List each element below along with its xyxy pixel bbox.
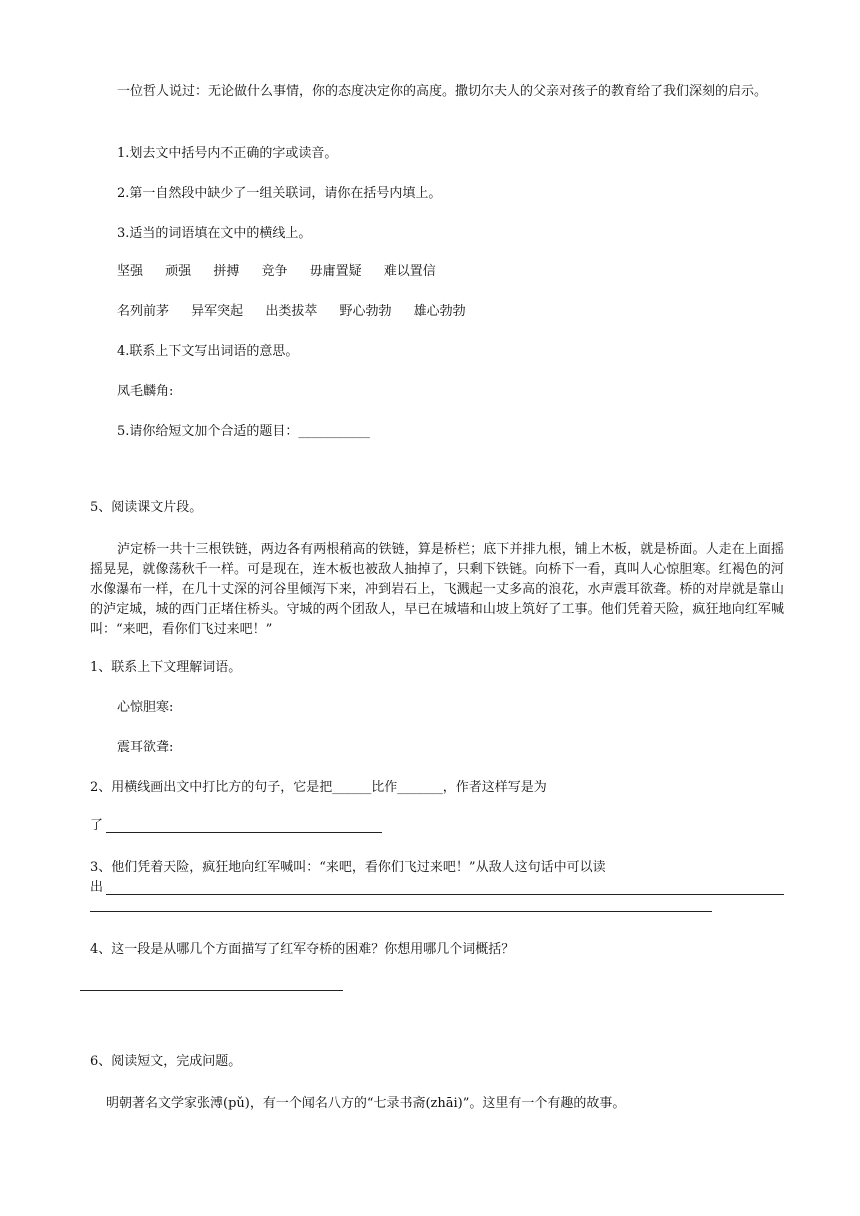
- section5-question-3: 3、他们凭着天险，疯狂地向红军喊叫：“来吧，看你们飞过来吧！”从敌人这句话中可以读: [90, 860, 606, 875]
- word-bank-word: 难以置信: [383, 264, 436, 279]
- section4-term: 凤毛麟角:: [117, 384, 174, 399]
- answer-line: [90, 911, 712, 912]
- section5-passage: 泸定桥一共十三根铁链，两边各有两根稍高的铁链，算是桥栏；底下并排九根，铺上木板，就是桥面。人走在上面摇摇晃晃，就像荡秋千一样。可是现在，连木板也被敌人抽掉了，只剩下铁链。向桥下一看，真叫人心惊胆寒。红褐色的河水像瀑布一样，在几十丈深的河谷里倾泻下来，冲到岩石上，飞溅起一丈多高的浪花，水声震耳欲聋。桥的对岸就是靠山的泸定城，城的西门正堵住桥头。守城的两个团敌人，早已在城墙和山坡上筑好了工事。他们凭着天险，疯狂地向红军喊叫：“来吧，看你们飞过来吧！”: [90, 542, 784, 637]
- answer-line: [106, 832, 382, 833]
- word-bank-word: 毋庸置疑: [309, 264, 362, 279]
- answer-line: [106, 894, 784, 895]
- section4-question-5: 5.请你给短文加个合适的题目：___________: [117, 424, 370, 439]
- word-bank-word: 坚强: [117, 264, 144, 279]
- section6-passage: 明朝著名文学家张溥(pǔ)，有一个闻名八方的“七录书斋(zhāi)”。这里有一个有趣的故事。: [106, 1096, 626, 1111]
- section5-question-1: 1、联系上下文理解词语。: [90, 660, 242, 675]
- word-bank-word: 出类拔萃: [265, 304, 318, 319]
- word-bank-word: 顽强: [165, 264, 192, 279]
- section5-question-4: 4、这一段是从哪几个方面描写了红军夺桥的困难？你想用哪几个词概括？: [90, 942, 515, 957]
- word-bank-word: 雄心勃勃: [413, 304, 466, 319]
- section4-question-1: 1.划去文中括号内不正确的字或读音。: [117, 146, 338, 161]
- section4-intro: 一位哲人说过：无论做什么事情，你的态度决定你的高度。撒切尔夫人的父亲对孩子的教育给了我们深刻的启示。: [117, 84, 768, 99]
- section5-question-2: 2、用横线画出文中打比方的句子，它是把______比作_______，作者这样写是为: [90, 780, 547, 795]
- section5-term-2: 震耳欲聋:: [117, 740, 174, 755]
- section6-heading: 6、阅读短文，完成问题。: [90, 1054, 242, 1069]
- word-bank-word: 竞争: [261, 264, 288, 279]
- word-bank-word: 野心勃勃: [339, 304, 392, 319]
- section5-heading: 5、阅读课文片段。: [90, 500, 203, 515]
- section4-question-4: 4.联系上下文写出词语的意思。: [117, 344, 299, 359]
- word-bank-row-1: [117, 262, 454, 282]
- word-bank-word: 名列前茅: [117, 304, 170, 319]
- section5-question-3-cont: 出: [90, 880, 104, 895]
- word-bank-row-2: [117, 302, 484, 322]
- section5-question-2-cont: 了: [90, 818, 104, 833]
- section4-question-3: 3.适当的词语填在文中的横线上。: [117, 226, 312, 241]
- answer-line: [80, 990, 343, 991]
- section4-question-2: 2.第一自然段中缺少了一组关联词，请你在括号内填上。: [117, 186, 442, 201]
- word-bank-word: 拼搏: [213, 264, 240, 279]
- word-bank-word: 异军突起: [191, 304, 244, 319]
- section5-term-1: 心惊胆寒:: [117, 700, 174, 715]
